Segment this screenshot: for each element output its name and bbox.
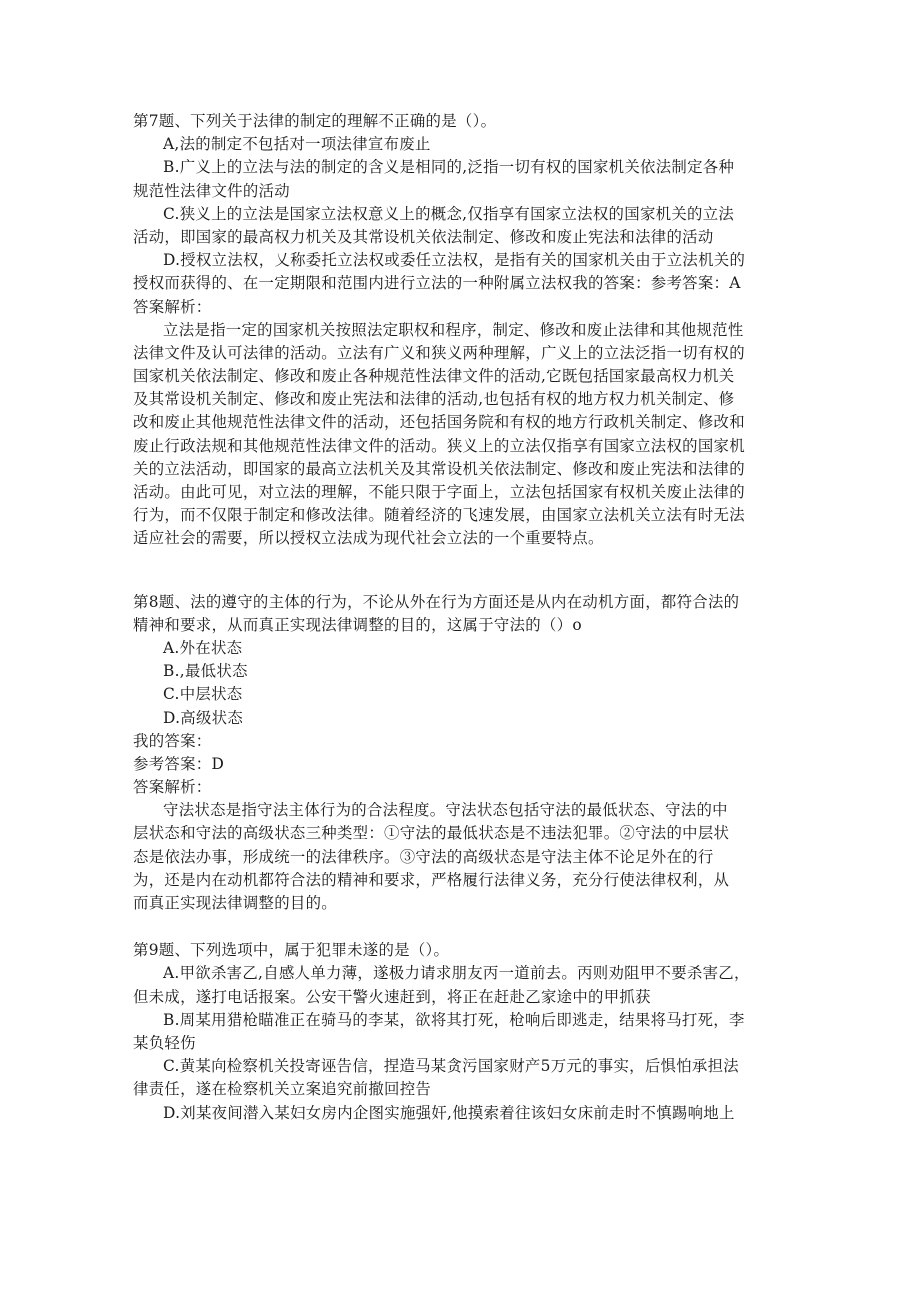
question-8-option-d: D.高级状态 (163, 708, 244, 727)
question-7-option-c-cont: 活动，即国家的最高权力机关及其常设机关依法制定、修改和废止宪法和法律的活动 (133, 227, 714, 246)
question-9-option-b-cont: 某负轻伤 (133, 1033, 196, 1052)
question-7-analysis-text: 活动。由此可见，对立法的理解，不能只限于字面上，立法包括国家有权机关废止法律的 (133, 483, 745, 501)
question-7-analysis-text: 改和废止其他规范性法律文件的活动，还包括国务院和有权的地方行政机关制定、修改和 (133, 413, 745, 432)
question-8-reference-answer: 参考答案：D (133, 754, 225, 773)
question-7-option-a: A,法的制定不包括对一项法律宣布废止 (163, 135, 431, 154)
question-9-option-c: C.黄某向检察机关投寄诬告信，捏造马某贪污国家财产5万元的事实，后惧怕承担法 (163, 1057, 739, 1076)
question-8 (133, 591, 793, 916)
question-8-stem: 第8题、法的遵守的主体的行为，不论从外在行为方面还是从内在动机方面，都符合法的 (133, 592, 740, 611)
document-content (133, 110, 793, 1125)
question-7-analysis-text: 适应社会的需要，所以授权立法成为现代社会立法的一个重要特点。 (133, 529, 604, 548)
question-9-option-b: B.周某用猎枪瞄准正在骑马的李某，欲将其打死，枪响后即逃走，结果将马打死，李 (163, 1010, 745, 1029)
question-7-option-b-cont: 规范性法律文件的活动 (133, 181, 290, 200)
question-7-option-c: C.狭义上的立法是国家立法权意义上的概念,仅指享有国家立法权的国家机关的立法 (163, 204, 735, 223)
question-7-analysis-text: 立法是指一定的国家机关按照法定职权和程序，制定、修改和废止法律和其他规范性 (163, 320, 744, 339)
question-7-analysis-text: 关的立法活动，即国家的最高立法机关及其常设机关依法制定、修改和废止宪法和法律的 (133, 459, 745, 478)
question-7-option-d: D.授权立法权，乂称委托立法权或委任立法权，是指有关的国家机关由于立法机关的 (163, 251, 746, 270)
question-9-option-c-cont: 律责任，遂在检察机关立案追究前撤回控告 (133, 1080, 432, 1099)
spacer (133, 915, 793, 939)
question-8-analysis-text: 守法状态是指守法主体行为的合法程度。守法状态包括守法的最低状态、守法的中 (163, 801, 728, 820)
question-7-analysis-label: 答案解析： (133, 297, 212, 316)
question-9 (133, 939, 793, 1125)
question-9-option-a: A.甲欲杀害乙,自感人单力薄，遂极力请求朋友丙一道前去。丙则劝阻甲不要杀害乙， (163, 964, 750, 983)
question-9-stem: 第9题、下列选项中，属于犯罪未遂的是（）。 (133, 941, 450, 960)
question-7-analysis-text: 国家机关依法制定、修改和废止各种规范性法律文件的活动,它既包括国家最高权力机关 (133, 367, 735, 386)
spacer (133, 551, 793, 591)
question-8-analysis-text: 层状态和守法的高级状态三种类型：①守法的最低状态是不违法犯罪。②守法的中层状 (133, 824, 730, 843)
question-8-analysis-label: 答案解析： (133, 778, 212, 797)
question-7-analysis-text: 行为，而不仅限于制定和修改法律。随着经济的飞速发展，由国家立法机关立法有时无法 (133, 506, 745, 525)
question-7 (133, 110, 793, 551)
question-8-analysis-text: 态是依法办事，形成统一的法律秩序。③守法的高级状态是守法主体不论足外在的行 (133, 847, 714, 866)
question-8-analysis-text: 为，还是内在动机都符合法的精神和要求，严格履行法律义务，充分行使法律权利，从 (133, 870, 730, 889)
question-7-analysis-text: 法律文件及认可法律的活动。立法有广义和狭义两种理解，广义上的立法泛指一切有权的 (133, 343, 745, 362)
question-8-stem-cont: 精神和要求，从而真正实现法律调整的目的，这属于守法的（）o (133, 615, 582, 634)
question-7-analysis-text: 废止行政法规和其他规范性法律文件的活动。狭义上的立法仅指享有国家立法权的国家机 (133, 436, 745, 455)
question-8-option-b: B.,最低状态 (163, 662, 248, 681)
question-7-option-b: B.广义上的立法与法的制定的含义是相同的,泛指一切有权的国家机关依法制定各种 (163, 158, 735, 177)
question-7-analysis-text: 及其常设机关制定、修改和废止宪法和法律的活动,也包括有权的地方权力机关制定、修 (133, 390, 735, 409)
question-8-analysis-text: 而真正实现法律调整的目的。 (133, 894, 337, 912)
question-8-my-answer: 我的答案： (133, 731, 212, 750)
question-7-option-d-cont: 授权而获得的、在一定期限和范围内进行立法的一种附属立法权我的答案：参考答案：A (133, 274, 741, 293)
question-8-option-c: C.中层状态 (163, 685, 243, 704)
question-7-stem: 第7题、下列关于法律的制定的理解不正确的是（）。 (133, 112, 497, 130)
question-9-option-d: D.刘某夜间潜入某妇女房内企图实施强奸,他摸索着往该妇女床前走时不慎踢响地上 (163, 1103, 735, 1122)
question-9-option-a-cont: 但未成，遂打电话报案。公安干警火速赶到，将正在赶赴乙家途中的甲抓获 (133, 987, 651, 1006)
question-8-option-a: A.外在状态 (163, 638, 243, 657)
